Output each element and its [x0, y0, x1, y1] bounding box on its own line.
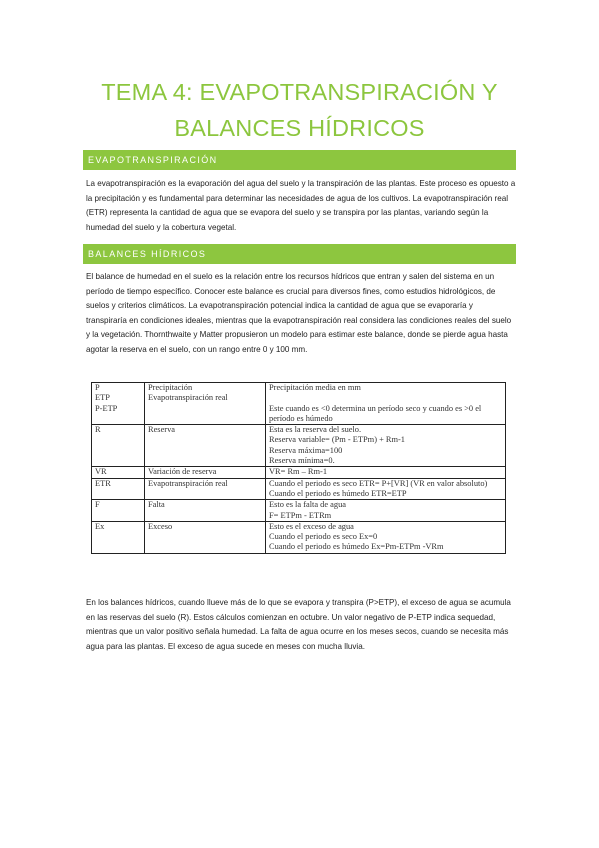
table-row [92, 478, 506, 500]
table-cell-description: Precipitación media en mm Este cuando es <0 determina un período seco y cuando es >0 el período es húmedo [266, 383, 506, 425]
table-row [92, 383, 506, 425]
table-row [92, 500, 506, 522]
table-cell-symbol: VR [92, 467, 145, 478]
table-cell-name: Exceso [145, 521, 266, 553]
table-row [92, 467, 506, 478]
table-cell-symbol: Ex [92, 521, 145, 553]
page-title: TEMA 4: EVAPOTRANSPIRACIÓN Y BALANCES HÍDRICOS [101, 79, 498, 141]
table-cell-name: Falta [145, 500, 266, 522]
table-cell-name: Reserva [145, 425, 266, 467]
table-cell-description: Esta es la reserva del suelo. Reserva variable= (Pm - ETPm) + Rm-1 Reserva máxima=100 Reserva mínima=0. [266, 425, 506, 467]
table-cell-description: Esto es la falta de agua F= ETPm - ETRm [266, 500, 506, 522]
section-body-balances-hidricos: El balance de humedad en el suelo es la relación entre los recursos hídricos que entran y salen del sistema en un período de tiempo específico. Conocer este balance es crucial para diversos fines, como estudios hidrológicos, de suelos y criterios climáticos. La evapotranspiración potencial indica la cantidad de agua que se evaporaría y transpiraría en condiciones ideales, mientras que la evapotranspiración real considera las condiciones reales del suelo y la vegetación. Thornthwaite y Matter propusieron un modelo para estimar este balance, donde se pierde agua hasta agotar la reserva en el suelo, con un rango entre 0 y 100 mm. [86, 272, 512, 354]
table-cell-symbol: R [92, 425, 145, 467]
table-cell-symbol: F [92, 500, 145, 522]
table-row [92, 425, 506, 467]
table-cell-symbol: P ETP P-ETP [92, 383, 145, 425]
table-cell-name: Variación de reserva [145, 467, 266, 478]
table-cell-description: Cuando el periodo es seco ETR= P+[VR] (VR en valor absoluto) Cuando el periodo es húmedo ETR=ETP [266, 478, 506, 500]
table-cell-description: VR= Rm – Rm-1 [266, 467, 506, 478]
section-heading-evapotranspiracion: EVAPOTRANSPIRACIÓN [83, 150, 516, 170]
water-balance-table [91, 382, 506, 554]
table-row [92, 521, 506, 553]
section-body-evapotranspiracion: La evapotranspiración es la evaporación del agua del suelo y la transpiración de las plantas. Este proceso es opuesto a la precipitación y es fundamental para determinar las necesidades de agua de los cultivos. La evapotranspiración real (ETR) representa la cantidad de agua que se evapora del suelo y se transpira por las plantas, variando según la humedad del suelo y la cobertura vegetal. [86, 179, 516, 232]
closing-paragraph: En los balances hídricos, cuando llueve más de lo que se evapora y transpira (P>ETP), el exceso de agua se acumula en las reservas del suelo (R). Estos cálculos comienzan en octubre. Un valor negativo de P-ETP indica sequedad, mientras que un valor positivo señala humedad. La falta de agua ocurre en los meses secos, cuando se necesita más agua para las plantas. El exceso de agua sucede en meses con mucha lluvia. [86, 598, 511, 651]
table-cell-description: Esto es el exceso de agua Cuando el periodo es seco Ex=0 Cuando el periodo es húmedo Ex=Pm-ETPm -VRm [266, 521, 506, 553]
table-cell-name: Evapotranspiración real [145, 478, 266, 500]
table-cell-name: Precipitación Evapotranspiración real [145, 383, 266, 425]
section-heading-balances-hidricos: BALANCES HÍDRICOS [83, 244, 516, 264]
table-cell-symbol: ETR [92, 478, 145, 500]
